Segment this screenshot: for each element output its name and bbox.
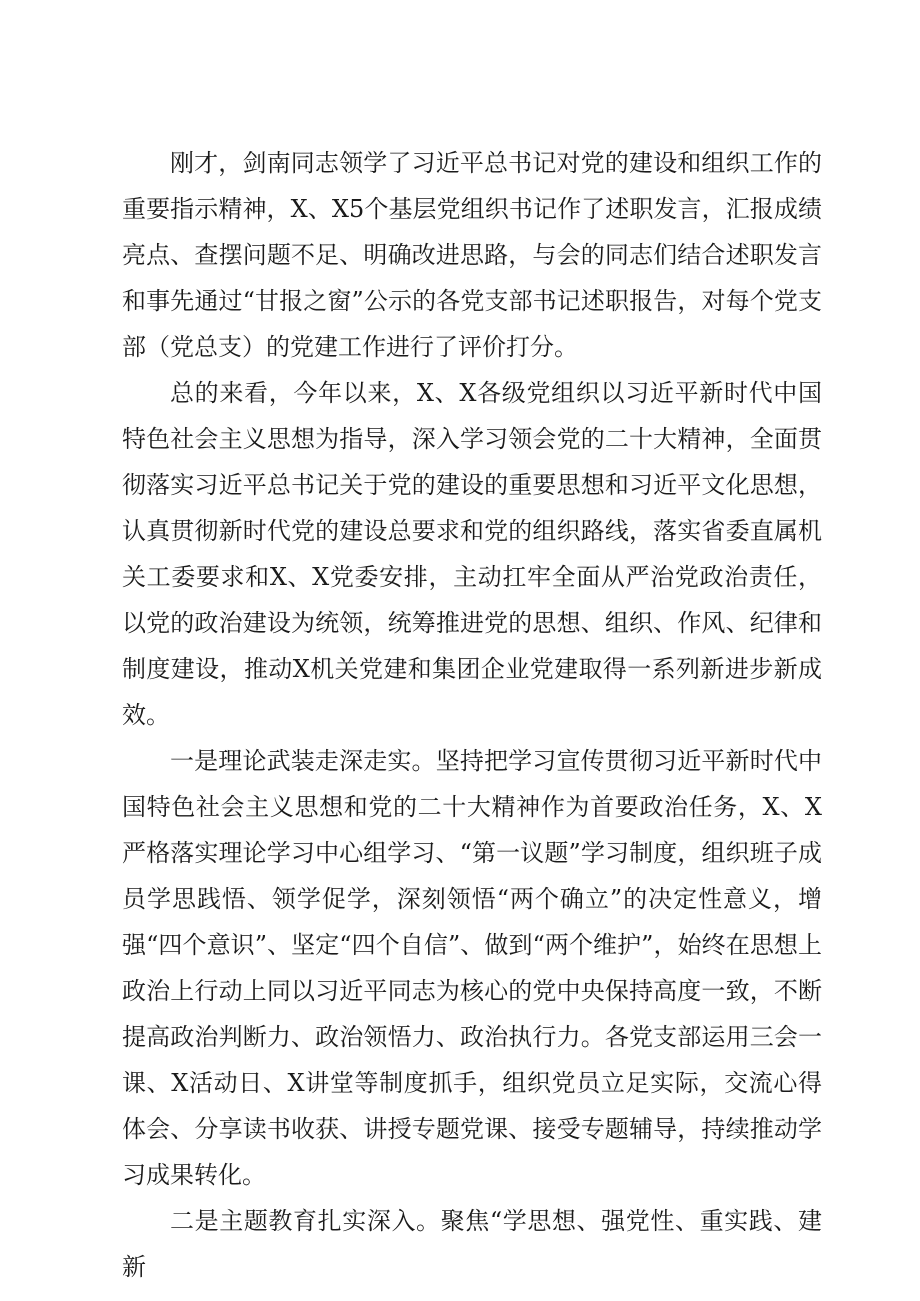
paragraph-thematic-education: 二是主题教育扎实深入。聚焦“学思想、强党性、重实践、建新 [122,1207,822,1281]
document-body [122,140,822,1290]
paragraph-overall-assessment: 总的来看，今年以来，X、X各级党组织以习近平新时代中国特色社会主义思想为指导，深入学习领会党的二十大精神，全面贯彻落实习近平总书记关于党的建设的重要思想和习近平文化思想，认真贯彻新时代党的建设总要求和党的组织路线，落实省委直属机关工委要求和X、X党委安排，主动扛牢全面从严治党政治责任，以党的政治建设为统领，统筹推进党的思想、组织、作风、纪律和制度建设，推动X机关党建和集团企业党建取得一系列新进步新成效。 [122,379,822,729]
paragraph-debriefing-summary: 刚才，剑南同志领学了习近平总书记对党的建设和组织工作的重要指示精神，X、X5个基层党组织书记作了述职发言，汇报成绩亮点、查摆问题不足、明确改进思路，与会的同志们结合述职发言和事先通过“甘报之窗”公示的各党支部书记述职报告，对每个党支部（党总支）的党建工作进行了评价打分。 [122,149,822,361]
paragraph-theoretical-study: 一是理论武装走深走实。坚持把学习宣传贯彻习近平新时代中国特色社会主义思想和党的二十大精神作为首要政治任务，X、X严格落实理论学习中心组学习、“第一议题”学习制度，组织班子成员学思践悟、领学促学，深刻领悟“两个确立”的决定性意义，增强“四个意识”、坚定“四个自信”、做到“两个维护”，始终在思想上政治上行动上同以习近平同志为核心的党中央保持高度一致，不断提高政治判断力、政治领悟力、政治执行力。各党支部运用三会一课、X活动日、X讲堂等制度抓手，组织党员立足实际，交流心得体会、分享读书收获、讲授专题党课、接受专题辅导，持续推动学习成果转化。 [122,747,822,1189]
